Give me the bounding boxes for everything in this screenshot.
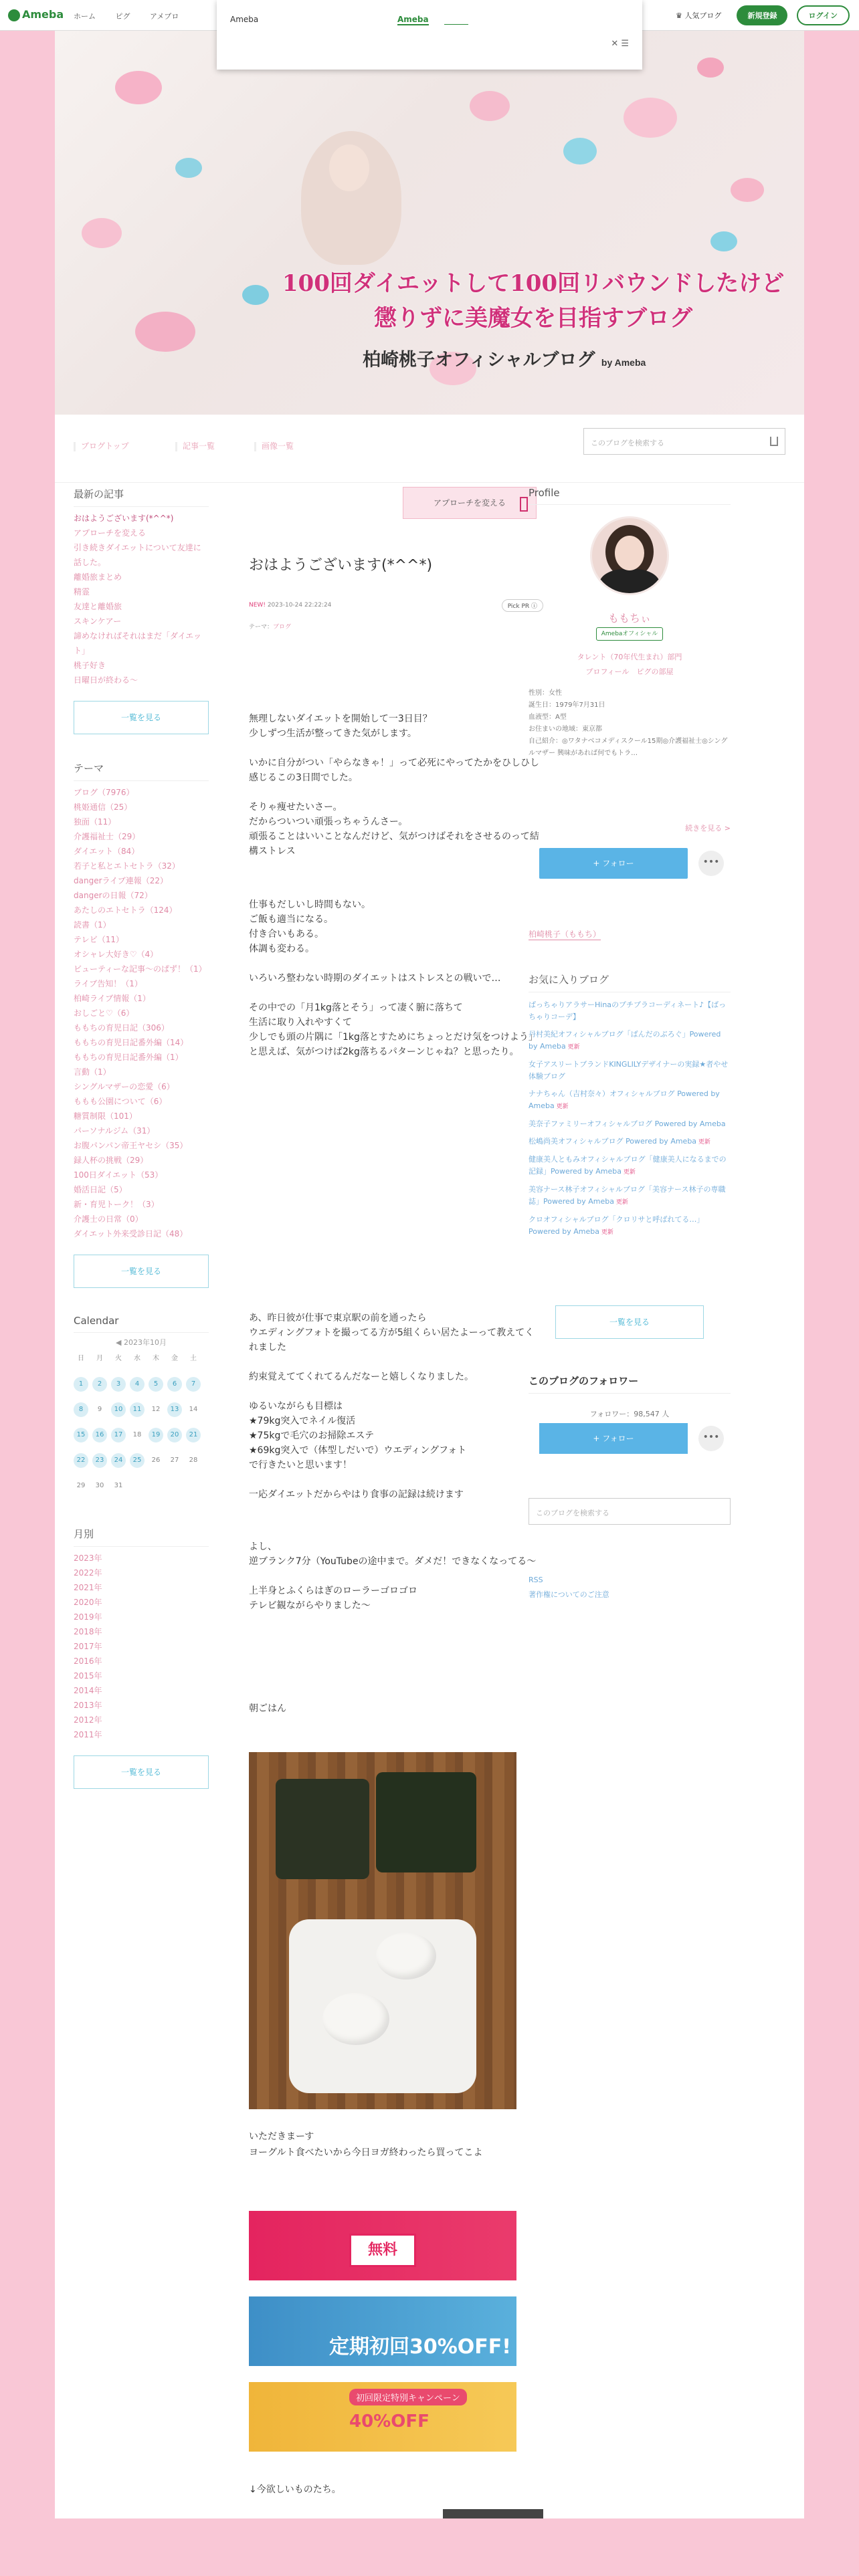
month-item[interactable]: 2015年 (74, 1671, 102, 1681)
left-sidebar (74, 487, 209, 1816)
egg-2 (322, 1993, 389, 2045)
follower-count: フォロワー：98,547 人 (589, 1410, 670, 1418)
theme-item[interactable]: 桃姫通信（25） (74, 802, 132, 812)
overlay-popup (217, 0, 642, 70)
header-title: 100回ダイエットして100回リバウンドしたけど 懲りずに美魔女を目指すブログ (282, 270, 785, 332)
updated-badge: 更新 (696, 1139, 710, 1146)
article-paragraph-7: いただきまーす (249, 2131, 314, 2142)
month-item[interactable]: 2016年 (74, 1656, 102, 1666)
theme-list (74, 785, 209, 1241)
favorite-blog-item[interactable]: ばっちゃりアラサーHinaのプチプラコーディネート♪【ばっちゃりコーデ】 (529, 1000, 727, 1021)
popup-underline (444, 24, 468, 25)
calendar-day[interactable]: 7 (186, 1377, 201, 1392)
theme-item[interactable]: ダイエット（84） (74, 847, 140, 856)
calendar-day[interactable]: 20 (167, 1428, 182, 1442)
ad-banner-3[interactable]: 初回限定特別キャンペーン 40%OFF (249, 2382, 516, 2452)
recent-item[interactable]: 精霊 (74, 587, 90, 597)
theme-item[interactable]: 婚活日記（5） (74, 1185, 127, 1194)
ameba-logo-icon (8, 9, 20, 21)
month-item[interactable]: 2023年 (74, 1553, 102, 1563)
recent-heading: 最新の記事 (74, 487, 209, 507)
popup-left-label: Ameba (230, 15, 259, 24)
login-button[interactable]: ログイン (797, 5, 850, 25)
popup-close-icon[interactable]: ✕ ☰ (611, 39, 629, 49)
calendar-day[interactable]: 3 (111, 1377, 126, 1392)
recent-item[interactable]: 日曜日が終わる〜 (74, 675, 138, 685)
calendar-weekday: 土 (190, 1355, 197, 1362)
theme-item[interactable]: 介護福祉士（29） (74, 832, 140, 841)
breakfast-photo[interactable] (249, 1752, 516, 2109)
updated-badge: 更新 (621, 1169, 636, 1176)
calendar-day[interactable]: 15 (74, 1428, 88, 1442)
ad-banner-2[interactable]: 定期初回30%OFF! (249, 2296, 516, 2366)
article-theme: テーマ：ブログ (249, 624, 292, 631)
page-footer (0, 2518, 859, 2576)
favorite-blog-item[interactable]: ナナちゃん（吉村奈々）オフィシャルブログ Powered by Ameba 更新 (529, 1089, 720, 1110)
top-nav (74, 11, 196, 21)
theme-item[interactable]: 柏崎ライブ情報（1） (74, 994, 151, 1003)
calendar-day: 9 (97, 1406, 102, 1413)
favorite-blog-item[interactable]: 丹村美紀オフィシャルブログ「ばんだのぶろぐ」Powered by Ameba 更新 (529, 1030, 721, 1051)
month-item[interactable]: 2017年 (74, 1642, 102, 1651)
followers-heading: このブログのフォロワー (529, 1374, 731, 1394)
theme-item[interactable]: ビューティーな記事～のぱず！（1） (74, 964, 207, 974)
calendar-day[interactable]: 13 (167, 1402, 182, 1417)
official-blog-link[interactable]: 柏崎桃子（ももち） (529, 930, 601, 939)
calendar-day[interactable]: 19 (149, 1428, 163, 1442)
calendar-weekday: 水 (134, 1355, 140, 1362)
calendar-day[interactable]: 1 (74, 1377, 88, 1392)
favorite-blog-item[interactable]: 美容ナース林子オフィシャルブログ「美容ナース林子の専職誌」Powered by Ameba 更新 (529, 1185, 726, 1206)
monthly-list (74, 1551, 209, 1742)
calendar-day[interactable]: 11 (130, 1402, 145, 1417)
calendar-grid (74, 1352, 209, 1493)
theme-item[interactable]: あたしのエトセトラ（124） (74, 905, 177, 915)
blog-header-image[interactable] (55, 31, 804, 415)
theme-item[interactable]: ももちの育児日記番外編（1） (74, 1053, 183, 1062)
calendar-day[interactable]: 4 (130, 1377, 145, 1392)
calendar-day[interactable]: 16 (92, 1428, 107, 1442)
pigg-room-link[interactable]: ピグの部屋 (636, 667, 674, 676)
theme-item[interactable]: dangerの日報（72） (74, 891, 153, 900)
calendar-day: 18 (132, 1431, 142, 1438)
calendar-day[interactable]: 5 (149, 1377, 163, 1392)
popular-blog-label: 人気ブログ (684, 11, 722, 20)
theme-more-button[interactable]: 一覧を見る (74, 1255, 209, 1288)
month-item[interactable]: 2014年 (74, 1686, 102, 1695)
article-paragraph-8: ヨーグルト食べたいから今日ヨガ終わったら買ってこよ (249, 2147, 483, 2158)
breakfast-label: 朝ごはん (249, 1703, 286, 1714)
search-icon[interactable] (770, 437, 778, 446)
calendar-prev-icon[interactable]: ◀ (116, 1338, 124, 1347)
calendar-day: 28 (189, 1457, 198, 1464)
article-paragraph-3: あ、昨日彼が仕事で東京駅の前を通ったら ウエディングフォトを撮ってる方が5組くらい居たよーって教えてくれました (249, 1313, 535, 1353)
popup-ameba-tab[interactable]: Ameba (397, 15, 429, 24)
article-theme-link[interactable]: ブログ (273, 624, 292, 631)
top-nav-ameblo[interactable]: アメブロ (150, 12, 179, 21)
month-item[interactable]: 2019年 (74, 1612, 102, 1622)
recent-item[interactable]: 離婚旅まとめ (74, 572, 122, 582)
onigiri-left (276, 1779, 369, 1879)
recent-item[interactable]: 引き続きダイエットについて友達に話した。 (74, 543, 201, 567)
top-right-actions (676, 5, 850, 25)
profile-name[interactable]: ももちぃ (607, 612, 651, 625)
more-options-button[interactable]: ••• (698, 851, 724, 876)
profile-genre-link[interactable]: タレント（70年代生まれ）部門 (577, 653, 682, 661)
rss-section (529, 1573, 609, 1602)
header-bride-face (329, 144, 369, 191)
blog-search-input-2[interactable]: このブログを検索する (529, 1498, 731, 1525)
monthly-more-button[interactable]: 一覧を見る (74, 1755, 209, 1789)
theme-item[interactable]: オシャレ大好き♡（4） (74, 950, 159, 959)
article-paragraph-6: 上半身とふくらはぎのローラーゴロゴロ テレビ観ながらやりました〜 (249, 1586, 417, 1611)
recent-item[interactable]: スキンケアー (74, 617, 122, 626)
theme-item[interactable]: パーソナルジム（31） (74, 1126, 155, 1136)
profile-heading: Profile (529, 487, 731, 505)
calendar-day[interactable]: 8 (74, 1402, 88, 1417)
calendar-day[interactable]: 22 (74, 1453, 88, 1468)
calendar-day: 12 (151, 1406, 161, 1413)
prev-article-button[interactable]: アプローチを変える (403, 487, 537, 519)
month-item[interactable]: 2011年 (74, 1730, 102, 1739)
wish-label: ↓今欲しいものたち。 (249, 2484, 341, 2495)
calendar-day[interactable]: 21 (186, 1428, 201, 1442)
profile-link[interactable]: プロフィール (585, 667, 630, 676)
theme-item[interactable]: 新・育児トーク！（3） (74, 1200, 159, 1209)
month-item[interactable]: 2021年 (74, 1583, 102, 1592)
calendar-day[interactable]: 23 (92, 1453, 107, 1468)
blog-search-input[interactable]: このブログを検索する (583, 428, 785, 455)
theme-item[interactable]: テレビ（11） (74, 935, 124, 944)
theme-item[interactable]: 読書（1） (74, 920, 111, 930)
theme-item[interactable]: お腹パンパン帝王ヤセシ（35） (74, 1141, 188, 1150)
article-paragraph-4: 約束覚えててくれてるんだなーと嬉しくなりました。 ゆるいながらも目標は ★79kg突入でネイル復活 ★75kgで毛穴のお掃除エステ ★69kg突入で（体型しだいで）ウエディングフォト で行きたいと思います！ 一応ダイエットだからやはり食事の記録は続けます (249, 1372, 474, 1500)
calendar-weekday: 火 (115, 1355, 122, 1362)
updated-badge: 更新 (599, 1229, 613, 1236)
popular-blog-link[interactable] (676, 10, 721, 21)
month-item[interactable]: 2018年 (74, 1627, 102, 1636)
recent-item[interactable]: 友達と離婚旅 (74, 602, 122, 611)
article-paragraph-2: 仕事もだしいし時間もない。 ご飯も適当になる。 付き合いもある。 体調も変わる。 いろいろ整わない時期のダイエットはストレスとの戦いで… その中での「月1kg落とそう」って凄く腑に落ちて 生活に取り入れやすくて 少しでも頭の片隅に「1kg落とすためにちょっとだけ気をつけよう」と思えば、気がつけば2kg落ちるパターンじゃね？と思ったり。 (249, 899, 538, 1057)
calendar-day[interactable]: 17 (111, 1428, 126, 1442)
theme-item[interactable]: ブログ（7976） (74, 788, 134, 797)
theme-item[interactable]: ももちの育児日記（306） (74, 1023, 169, 1033)
favorite-blogs-list (529, 999, 731, 1244)
theme-item[interactable]: ももも公園について（6） (74, 1097, 167, 1106)
favorite-blogs-heading: お気に入りブログ (529, 972, 731, 992)
calendar-day[interactable]: 6 (167, 1377, 182, 1392)
theme-item[interactable]: 若子と私とエトセトラ（32） (74, 861, 180, 871)
top-nav-home[interactable]: ホーム (74, 12, 96, 21)
calendar-weekday: 月 (96, 1355, 103, 1362)
calendar-month: ◀ 2023年10月 (116, 1338, 167, 1347)
calendar-day: 31 (114, 1482, 123, 1489)
nav-blog-top[interactable]: ブログトップ (74, 440, 129, 451)
theme-item[interactable]: ももちの育児日記番外編（14） (74, 1038, 189, 1047)
calendar-day[interactable]: 10 (111, 1402, 126, 1417)
egg-1 (376, 1933, 436, 1979)
rss-link[interactable]: RSS (529, 1576, 543, 1584)
top-nav-pigg[interactable]: ピグ (115, 12, 130, 21)
monthly-heading: 月別 (74, 1527, 209, 1547)
calendar-day: 30 (95, 1482, 104, 1489)
calendar-day: 14 (189, 1406, 198, 1413)
article-title[interactable]: おはようございます(*^^*) (249, 557, 433, 574)
ad-banner-1[interactable]: 無料 (249, 2211, 516, 2280)
onigiri-right (376, 1772, 476, 1872)
calendar-heading: Calendar (74, 1315, 209, 1333)
copyright-link[interactable]: 著作権についてのご注意 (529, 1590, 609, 1599)
recent-item[interactable]: 桃子好き (74, 661, 106, 670)
favorite-blog-item[interactable]: 松嶋尚美オフィシャルブログ Powered by Ameba 更新 (529, 1137, 710, 1146)
profile-links (529, 650, 731, 679)
theme-item[interactable]: dangerライブ連報（22） (74, 876, 169, 885)
article-date: 2023-10-24 22:22:24 (267, 602, 332, 609)
updated-badge: 更新 (554, 1103, 569, 1110)
article-paragraph-1: 無理しないダイエットを開始して一3日目？ 少しずつ生活が整ってきた気がします。 いかに自分がつい「やらなきゃ！」って必死にやってたかをひしひし感じるこの3日間でした。 そりゃ痩せたいさー。 だからついつい頑張っちゃうんさー。 頑張ることはいいことなんだけど、気がつけばそれをさせるのって結構ストレス (249, 714, 539, 857)
favorite-blog-item[interactable]: 女子アスリートブランドKINGLILYデザイナーの実録★者やせ体験ブログ (529, 1060, 729, 1081)
pick-pr-button[interactable]: Pick PR ⓘ (502, 599, 543, 612)
theme-item[interactable]: ダイエット外来受診日記（48） (74, 1229, 188, 1239)
recent-item[interactable]: 諦めなければそれはまだ「ダイエット」 (74, 631, 202, 655)
favorite-blog-item[interactable]: クロオフィシャルブログ「クロリサと呼ばれてる…」Powered by Ameba 更新 (529, 1215, 704, 1236)
nav-image-list[interactable]: 画像一覧 (254, 440, 294, 451)
crown-icon: ♛ (676, 11, 685, 20)
article-paragraph-5: よし、 逆ブランク7分（YouTubeの途中まで。ダメだ！できなくなってる〜 (249, 1541, 537, 1567)
theme-item[interactable]: 100日ダイエット（53） (74, 1170, 163, 1180)
calendar-day[interactable]: 2 (92, 1377, 107, 1392)
profile-continue-link[interactable]: 続きを見る > (685, 824, 731, 833)
recent-item[interactable]: おはようございます(*^^*) (74, 514, 174, 523)
nav-article-list[interactable]: 記事一覧 (175, 440, 215, 451)
theme-item[interactable]: 介護士の日常（0） (74, 1214, 143, 1224)
right-sidebar (529, 487, 731, 1599)
theme-item[interactable]: 録人杯の挑戦（29） (74, 1156, 149, 1165)
calendar-day[interactable]: 25 (130, 1453, 145, 1468)
theme-item[interactable]: 独面（11） (74, 817, 116, 827)
logo-text: Ameba (22, 8, 64, 21)
more-options-button-2[interactable]: ••• (698, 1426, 724, 1451)
official-badge: Amebaオフィシャル (596, 627, 663, 641)
month-item[interactable]: 2022年 (74, 1568, 102, 1578)
theme-item[interactable]: ライブ告知！（1） (74, 979, 142, 988)
favorite-blog-item[interactable]: 健康美人ともみオフィシャルブログ「健康美人になるまでの記録」Powered by Ameba 更新 (529, 1155, 727, 1176)
calendar-day[interactable]: 24 (111, 1453, 126, 1468)
avatar[interactable] (590, 516, 669, 595)
recent-item[interactable]: アプローチを変える (74, 528, 147, 538)
theme-item[interactable]: おしごと♡（6） (74, 1008, 134, 1018)
article-meta: NEW! 2023-10-24 22:22:24 (249, 602, 332, 609)
recent-more-button[interactable]: 一覧を見る (74, 701, 209, 734)
updated-badge: 更新 (565, 1044, 580, 1051)
updated-badge: 更新 (613, 1199, 628, 1206)
header-subtitle: 柏崎桃子オフィシャルブログ by Ameba (363, 350, 646, 370)
month-item[interactable]: 2012年 (74, 1715, 102, 1725)
calendar-day: 27 (170, 1457, 179, 1464)
follow-button-2[interactable]: + フォロー (539, 1423, 688, 1454)
month-item[interactable]: 2020年 (74, 1598, 102, 1607)
calendar-weekday: 金 (171, 1355, 178, 1362)
ameba-logo[interactable] (8, 8, 64, 21)
favorite-blog-item[interactable]: 美奈子ファミリーオフィシャルブログ Powered by Ameba (529, 1119, 726, 1128)
theme-item[interactable]: 言動（1） (74, 1067, 111, 1077)
calendar-weekday: 日 (78, 1355, 84, 1362)
month-item[interactable]: 2013年 (74, 1701, 102, 1710)
theme-heading: テーマ (74, 761, 209, 781)
theme-item[interactable]: 糖質制限（101） (74, 1111, 137, 1121)
profile-info: 性別：女性 誕生日：1979年7月31日 血液型：A型 お住まいの地域：東京都 自己紹介：◎ワタナベコメディスクール15期◎介護福祉士◎シングルマザー 興味があれば何でもトラ… (529, 689, 728, 757)
recent-list (74, 511, 209, 687)
signup-button[interactable]: 新規登録 (737, 5, 787, 25)
favorites-more-button[interactable]: 一覧を見る (555, 1305, 704, 1339)
calendar-day: 26 (151, 1457, 161, 1464)
calendar-weekday: 木 (153, 1355, 159, 1362)
theme-item[interactable]: シングルマザーの恋愛（6） (74, 1082, 175, 1091)
follow-button[interactable]: + フォロー (539, 848, 688, 879)
calendar-day: 29 (76, 1482, 86, 1489)
